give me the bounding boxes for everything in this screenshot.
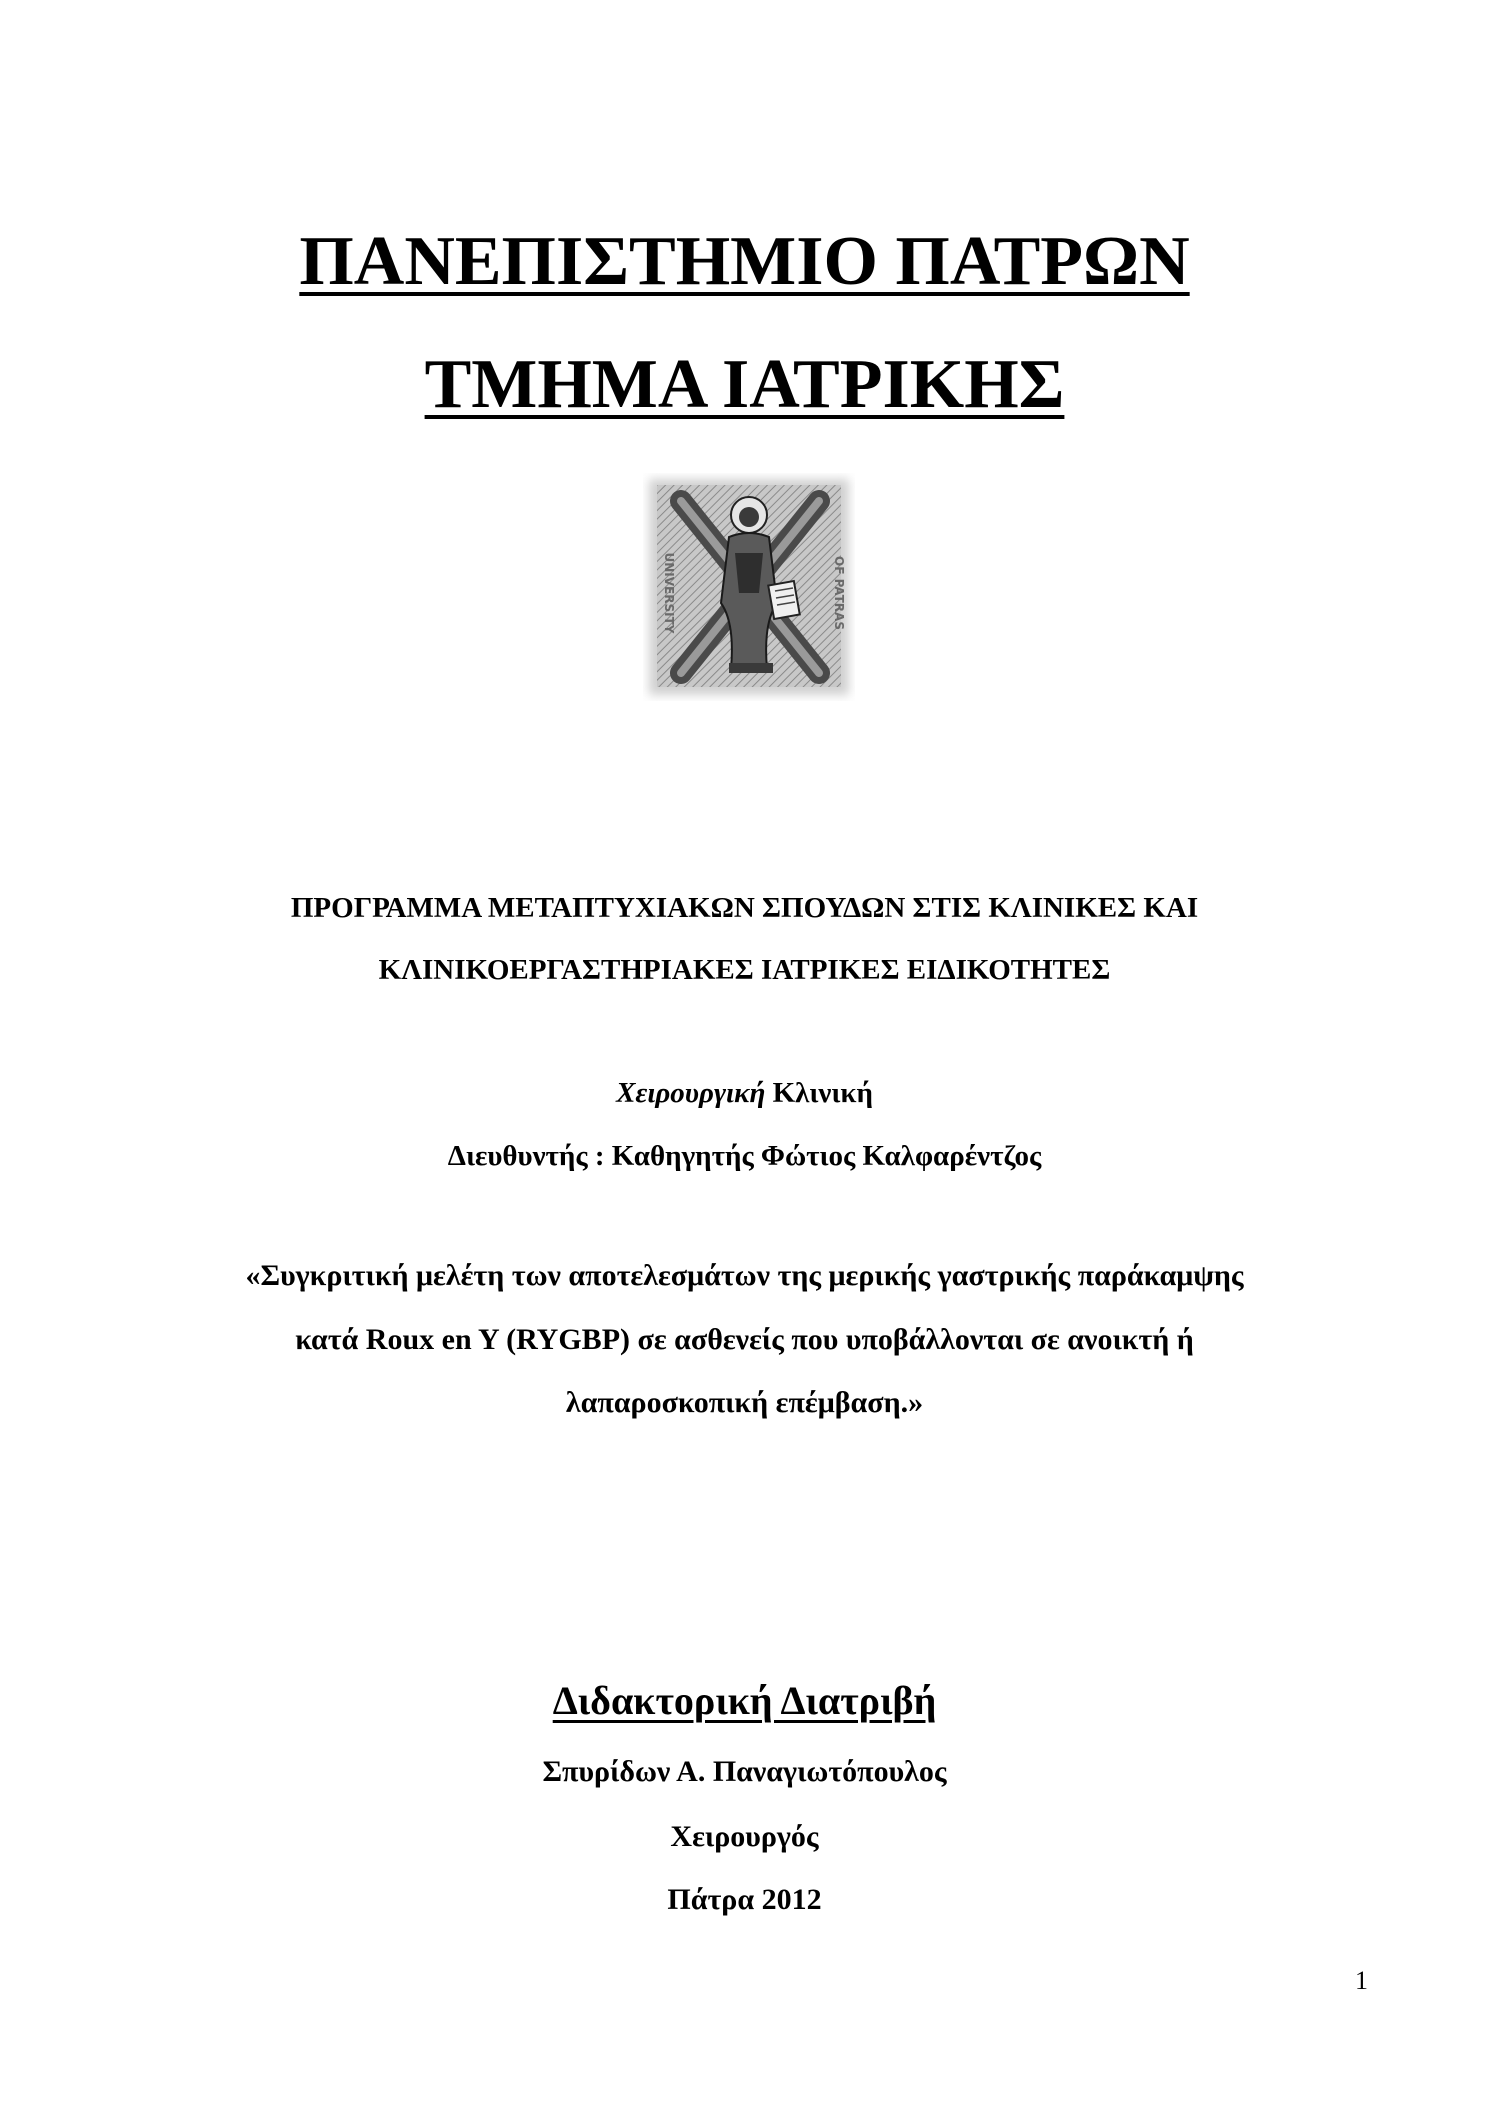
thesis-title-line-1: «Συγκριτική μελέτη των αποτελεσμάτων της μερικής γαστρικής παράκαμψης bbox=[245, 1259, 1244, 1292]
seal-text-left: UNIVERSITY bbox=[662, 552, 676, 634]
program-line-1: ΠΡΟΓΡΑΜΜΑ ΜΕΤΑΠΤΥΧΙΑΚΩΝ ΣΠΟΥΔΩΝ ΣΤΙΣ ΚΛΙΝΙΚΕΣ ΚΑΙ bbox=[290, 892, 1199, 924]
author-profession: Χειρουργός bbox=[670, 1820, 819, 1853]
place-and-year: Πάτρα 2012 bbox=[667, 1883, 822, 1916]
clinic-line bbox=[0, 1073, 1489, 1113]
university-logo bbox=[643, 473, 855, 701]
program-line-2: ΚΛΙΝΙΚΟΕΡΓΑΣΤΗΡΙΑΚΕΣ ΙΑΤΡΙΚΕΣ ΕΙΔΙΚΟΤΗΤΕΣ bbox=[378, 954, 1111, 986]
doctoral-thesis-label: Διδακτορική Διατριβή bbox=[552, 1678, 937, 1723]
thesis-title-line-3: λαπαροσκοπική επέμβαση.» bbox=[565, 1386, 924, 1419]
director-line: Διευθυντής : Καθηγητής Φώτιος Καλφαρέντζος bbox=[447, 1140, 1042, 1172]
thesis-title-line-2: κατά Roux en Y (RYGBP) σε ασθενείς που υποβάλλονται σε ανοικτή ή bbox=[295, 1323, 1194, 1356]
seal-text-right: OF PATRAS bbox=[832, 556, 846, 630]
page-number: 1 bbox=[1355, 1966, 1368, 1995]
university-title: ΠΑΝΕΠΙΣΤΗΜΙΟ ΠΑΤΡΩΝ bbox=[299, 223, 1190, 300]
author-name: Σπυρίδων Α. Παναγιωτόπουλος bbox=[542, 1755, 947, 1788]
department-title: ΤΜΗΜΑ ΙΑΤΡΙΚΗΣ bbox=[424, 346, 1065, 423]
university-of-patras-seal-icon bbox=[643, 473, 855, 701]
clinic-regular: Κλινική bbox=[765, 1077, 873, 1109]
clinic-italic: Χειρουργική bbox=[616, 1077, 766, 1109]
